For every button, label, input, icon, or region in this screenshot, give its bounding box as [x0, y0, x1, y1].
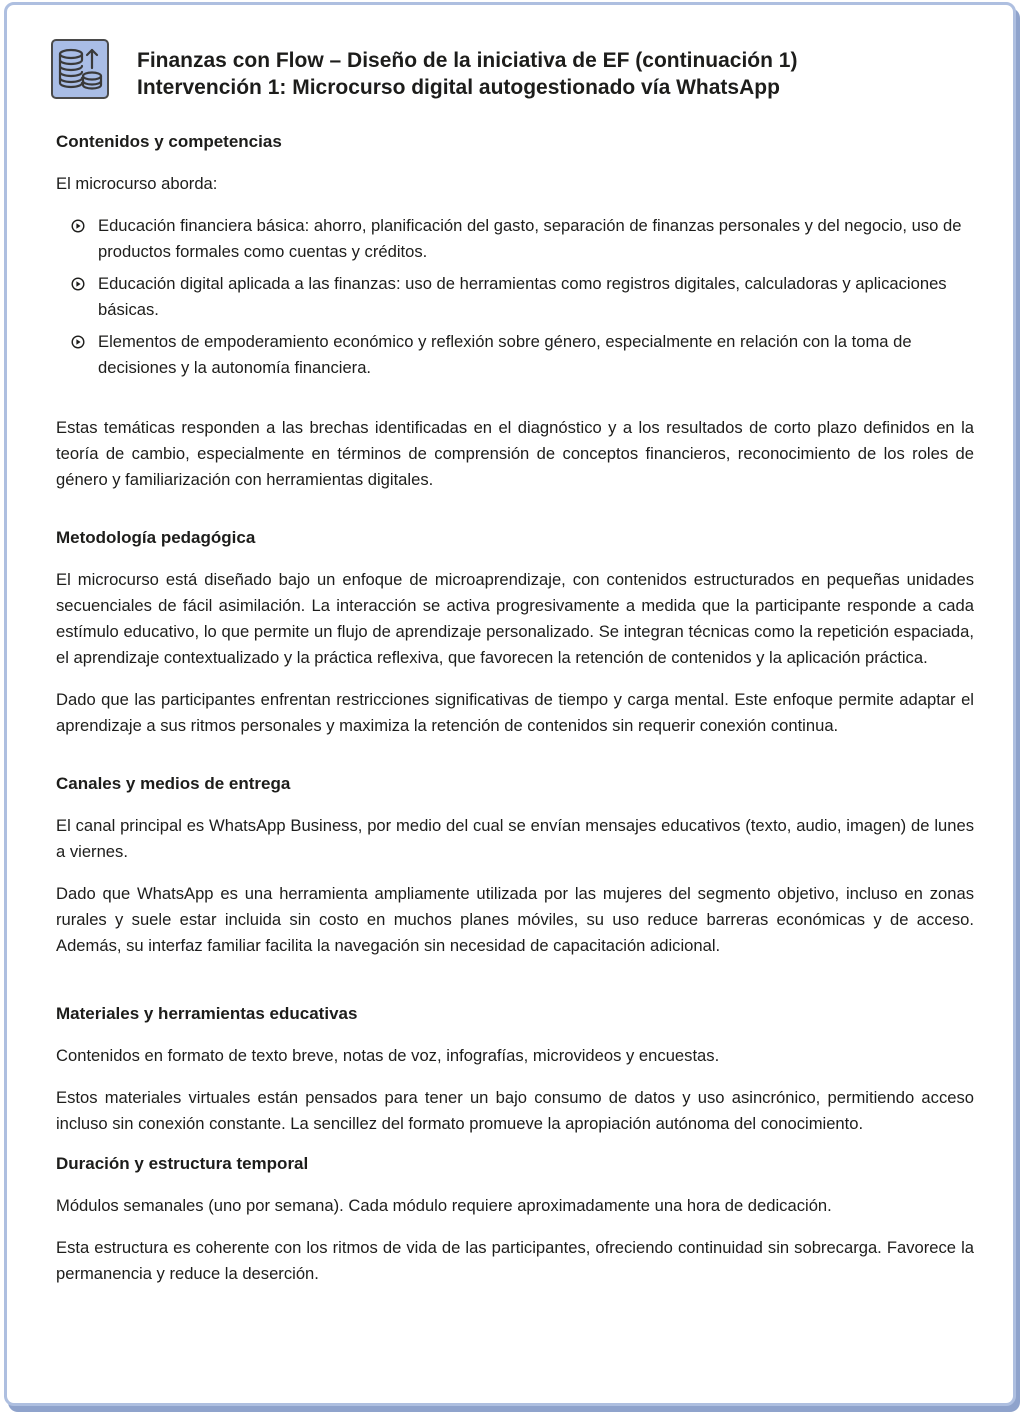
list-item [56, 271, 974, 323]
play-circle-icon [71, 335, 85, 349]
section-heading-canales: Canales y medios de entrega [56, 774, 291, 793]
list-item [56, 329, 974, 381]
section-metodologia [56, 527, 974, 739]
canales-p2: Dado que WhatsApp es una herramienta ampliamente utilizada por las mujeres del segmento objetivo, incluso en zonas rurales y suele estar incluida sin costo en muchos planes móviles, su uso reduce barreras económicas y de acceso. Además, su interfaz familiar facilita la navegación sin necesidad de capacitación adicional. [56, 884, 974, 955]
section-duracion [56, 1153, 974, 1287]
duracion-p1: Módulos semanales (uno por semana). Cada módulo requiere aproximadamente una hora de dedicación. [56, 1196, 832, 1215]
section-heading-materiales: Materiales y herramientas educativas [56, 1004, 358, 1023]
document-body [56, 131, 974, 1303]
title-block [137, 47, 797, 101]
canales-p1: El canal principal es WhatsApp Business, por medio del cual se envían mensajes educativos (texto, audio, imagen) de lunes a viernes. [56, 816, 974, 861]
page-header [51, 39, 797, 101]
contenidos-list [56, 213, 974, 381]
materiales-p1: Contenidos en formato de texto breve, notas de voz, infografías, microvideos y encuestas. [56, 1046, 720, 1065]
contenidos-paragraph: Estas temáticas responden a las brechas identificadas en el diagnóstico y a los resultados de corto plazo definidos en la teoría de cambio, especialmente en términos de comprensión de conceptos financieros, reconocimiento de los roles de género y familiarización con herramientas digitales. [56, 418, 974, 489]
section-materiales [56, 1003, 974, 1137]
page-frame [4, 2, 1016, 1406]
page-subtitle: Intervención 1: Microcurso digital autogestionado vía WhatsApp [137, 76, 780, 99]
play-circle-icon [71, 219, 85, 233]
section-canales [56, 773, 974, 959]
page-title: Finanzas con Flow – Diseño de la iniciativa de EF (continuación 1) [137, 49, 798, 72]
contenidos-intro: El microcurso aborda: [56, 174, 218, 193]
list-item-text: Elementos de empoderamiento económico y reflexión sobre género, especialmente en relación con la toma de decisiones y la autonomía financiera. [98, 332, 912, 377]
section-heading-contenidos: Contenidos y competencias [56, 132, 282, 151]
metodologia-p1: El microcurso está diseñado bajo un enfoque de microaprendizaje, con contenidos estructurados en pequeñas unidades secuenciales de fácil asimilación. La interacción se activa progresivamente a medida que la participante responde a cada estímulo educativo, lo que permite un flujo de aprendizaje personalizado. Se integran técnicas como la repetición espaciada, el aprendizaje contextualizado y la práctica reflexiva, que favorecen la retención de contenidos y la aplicación práctica. [56, 570, 974, 667]
materiales-p2: Estos materiales virtuales están pensados para tener un bajo consumo de datos y uso asincrónico, permitiendo acceso incluso sin conexión constante. La sencillez del formato promueve la apropiación autónoma del conocimiento. [56, 1088, 974, 1133]
section-heading-metodologia: Metodología pedagógica [56, 528, 256, 547]
list-item [56, 213, 974, 265]
metodologia-p2: Dado que las participantes enfrentan restricciones significativas de tiempo y carga mental. Este enfoque permite adaptar el aprendizaje a sus ritmos personales y maximiza la retención de contenidos sin requerir conexión continua. [56, 690, 974, 735]
coins-growth-icon [51, 39, 109, 99]
list-item-text: Educación digital aplicada a las finanzas: uso de herramientas como registros digitales, calculadoras y aplicaciones básicas. [98, 274, 947, 319]
duracion-p2: Esta estructura es coherente con los ritmos de vida de las participantes, ofreciendo continuidad sin sobrecarga. Favorece la permanencia y reduce la deserción. [56, 1238, 974, 1283]
play-circle-icon [71, 277, 85, 291]
list-item-text: Educación financiera básica: ahorro, planificación del gasto, separación de finanzas personales y del negocio, uso de productos formales como cuentas y créditos. [98, 216, 962, 261]
section-heading-duracion: Duración y estructura temporal [56, 1154, 309, 1173]
